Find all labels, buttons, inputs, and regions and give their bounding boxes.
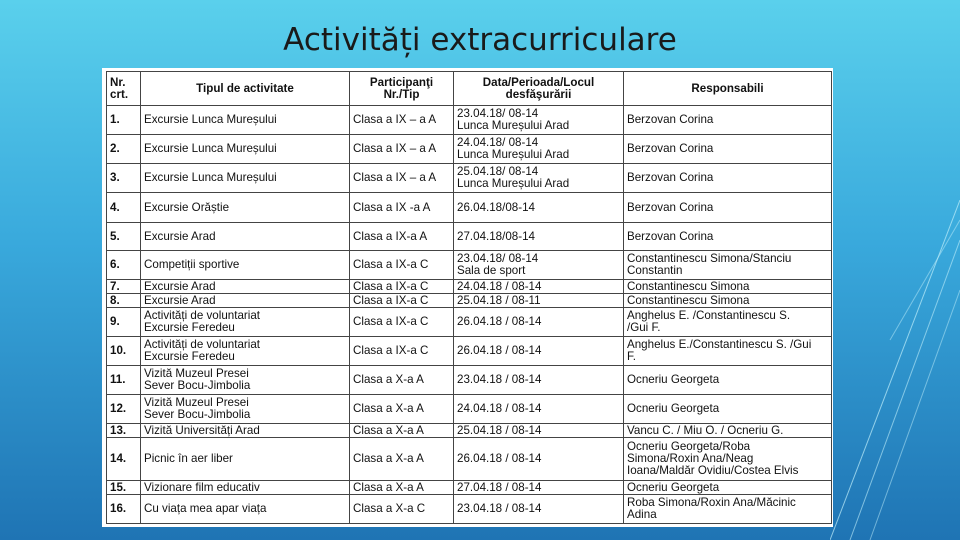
cell-tip: Excursie Lunca Mureșului xyxy=(141,164,350,193)
cell-nr: 5. xyxy=(107,223,141,251)
cell-responsabili: Roba Simona/Roxin Ana/Măcinic Adina xyxy=(624,495,832,524)
cell-tip: Excursie Arad xyxy=(141,280,350,294)
cell-responsabili: Anghelus E./Constantinescu S. /Gui F. xyxy=(624,337,832,366)
table-row xyxy=(107,481,832,495)
cell-participanti: Clasa a X-a A xyxy=(350,395,454,424)
cell-data: 27.04.18/08-14 xyxy=(454,223,624,251)
table-row xyxy=(107,308,832,337)
cell-participanti: Clasa a IX-a A xyxy=(350,223,454,251)
cell-participanti: Clasa a IX-a C xyxy=(350,294,454,308)
cell-nr: 14. xyxy=(107,438,141,481)
cell-responsabili: Vancu C. / Miu O. / Ocneriu G. xyxy=(624,424,832,438)
cell-participanti: Clasa a X-a A xyxy=(350,424,454,438)
cell-responsabili: Berzovan Corina xyxy=(624,106,832,135)
cell-responsabili: Berzovan Corina xyxy=(624,135,832,164)
cell-data: 26.04.18 / 08-14 xyxy=(454,438,624,481)
cell-data: 27.04.18 / 08-14 xyxy=(454,481,624,495)
cell-nr: 2. xyxy=(107,135,141,164)
cell-data: 26.04.18 / 08-14 xyxy=(454,337,624,366)
cell-nr: 16. xyxy=(107,495,141,524)
cell-nr: 8. xyxy=(107,294,141,308)
cell-responsabili: Constantinescu Simona/Stanciu Constantin xyxy=(624,251,832,280)
cell-tip: Excursie Lunca Mureșului xyxy=(141,135,350,164)
activities-table xyxy=(106,71,832,524)
cell-nr: 6. xyxy=(107,251,141,280)
cell-nr: 7. xyxy=(107,280,141,294)
cell-tip: Excursie Lunca Mureșului xyxy=(141,106,350,135)
cell-tip: Competiții sportive xyxy=(141,251,350,280)
cell-data: 24.04.18/ 08-14 Lunca Mureșului Arad xyxy=(454,135,624,164)
cell-participanti: Clasa a X-a A xyxy=(350,481,454,495)
cell-responsabili: Ocneriu Georgeta/Roba Simona/Roxin Ana/Neag Ioana/Maldăr Ovidiu/Costea Elvis xyxy=(624,438,832,481)
cell-data: 23.04.18 / 08-14 xyxy=(454,366,624,395)
activities-table-sheet xyxy=(102,68,833,527)
cell-tip: Vizită Muzeul Presei Sever Bocu-Jimbolia xyxy=(141,366,350,395)
cell-data: 23.04.18 / 08-14 xyxy=(454,495,624,524)
cell-data: 25.04.18 / 08-11 xyxy=(454,294,624,308)
cell-tip: Vizită Muzeul Presei Sever Bocu-Jimbolia xyxy=(141,395,350,424)
cell-responsabili: Ocneriu Georgeta xyxy=(624,481,832,495)
header-responsabili: Responsabili xyxy=(624,72,832,106)
cell-data: 25.04.18/ 08-14 Lunca Mureșului Arad xyxy=(454,164,624,193)
header-participanti: Participanţi Nr./Tip xyxy=(350,72,454,106)
cell-tip: Excursie Orăștie xyxy=(141,193,350,223)
cell-nr: 11. xyxy=(107,366,141,395)
cell-data: 24.04.18 / 08-14 xyxy=(454,280,624,294)
cell-participanti: Clasa a X-a C xyxy=(350,495,454,524)
cell-tip: Activități de voluntariat Excursie Feredeu xyxy=(141,308,350,337)
header-tip: Tipul de activitate xyxy=(141,72,350,106)
cell-participanti: Clasa a IX-a C xyxy=(350,308,454,337)
cell-nr: 3. xyxy=(107,164,141,193)
cell-responsabili: Berzovan Corina xyxy=(624,164,832,193)
cell-data: 25.04.18 / 08-14 xyxy=(454,424,624,438)
cell-data: 23.04.18/ 08-14 Sala de sport xyxy=(454,251,624,280)
cell-nr: 10. xyxy=(107,337,141,366)
cell-responsabili: Ocneriu Georgeta xyxy=(624,395,832,424)
cell-responsabili: Ocneriu Georgeta xyxy=(624,366,832,395)
table-row xyxy=(107,438,832,481)
cell-responsabili: Berzovan Corina xyxy=(624,223,832,251)
cell-tip: Vizită Universități Arad xyxy=(141,424,350,438)
cell-responsabili: Constantinescu Simona xyxy=(624,280,832,294)
table-row xyxy=(107,135,832,164)
cell-nr: 15. xyxy=(107,481,141,495)
cell-tip: Excursie Arad xyxy=(141,294,350,308)
cell-responsabili: Constantinescu Simona xyxy=(624,294,832,308)
cell-participanti: Clasa a IX-a C xyxy=(350,280,454,294)
cell-nr: 13. xyxy=(107,424,141,438)
cell-tip: Cu viața mea apar viața xyxy=(141,495,350,524)
cell-participanti: Clasa a IX -a A xyxy=(350,193,454,223)
cell-data: 24.04.18 / 08-14 xyxy=(454,395,624,424)
cell-responsabili: Berzovan Corina xyxy=(624,193,832,223)
cell-responsabili: Anghelus E. /Constantinescu S. /Gui F. xyxy=(624,308,832,337)
table-row xyxy=(107,106,832,135)
cell-data: 26.04.18/08-14 xyxy=(454,193,624,223)
table-header-row xyxy=(107,72,832,106)
table-row xyxy=(107,337,832,366)
cell-tip: Excursie Arad xyxy=(141,223,350,251)
cell-tip: Activități de voluntariat Excursie Feredeu xyxy=(141,337,350,366)
decorative-lines xyxy=(830,200,960,540)
cell-participanti: Clasa a X-a A xyxy=(350,438,454,481)
table-body xyxy=(107,106,832,524)
header-nr: Nr. crt. xyxy=(107,72,141,106)
cell-participanti: Clasa a IX-a C xyxy=(350,337,454,366)
cell-data: 23.04.18/ 08-14 Lunca Mureșului Arad xyxy=(454,106,624,135)
cell-data: 26.04.18 / 08-14 xyxy=(454,308,624,337)
cell-tip: Vizionare film educativ xyxy=(141,481,350,495)
table-row xyxy=(107,366,832,395)
table-row xyxy=(107,223,832,251)
table-row xyxy=(107,193,832,223)
cell-participanti: Clasa a IX-a C xyxy=(350,251,454,280)
table-row xyxy=(107,164,832,193)
slide-title: Activități extracurriculare xyxy=(283,22,677,58)
table-row xyxy=(107,395,832,424)
cell-participanti: Clasa a IX – a A xyxy=(350,164,454,193)
cell-nr: 1. xyxy=(107,106,141,135)
table-row xyxy=(107,280,832,294)
cell-nr: 9. xyxy=(107,308,141,337)
cell-participanti: Clasa a IX – a A xyxy=(350,106,454,135)
cell-participanti: Clasa a X-a A xyxy=(350,366,454,395)
table-row xyxy=(107,424,832,438)
header-data: Data/Perioada/Locul desfăşurării xyxy=(454,72,624,106)
cell-tip: Picnic în aer liber xyxy=(141,438,350,481)
cell-nr: 4. xyxy=(107,193,141,223)
table-row xyxy=(107,495,832,524)
table-row xyxy=(107,294,832,308)
table-row xyxy=(107,251,832,280)
cell-participanti: Clasa a IX – a A xyxy=(350,135,454,164)
cell-nr: 12. xyxy=(107,395,141,424)
